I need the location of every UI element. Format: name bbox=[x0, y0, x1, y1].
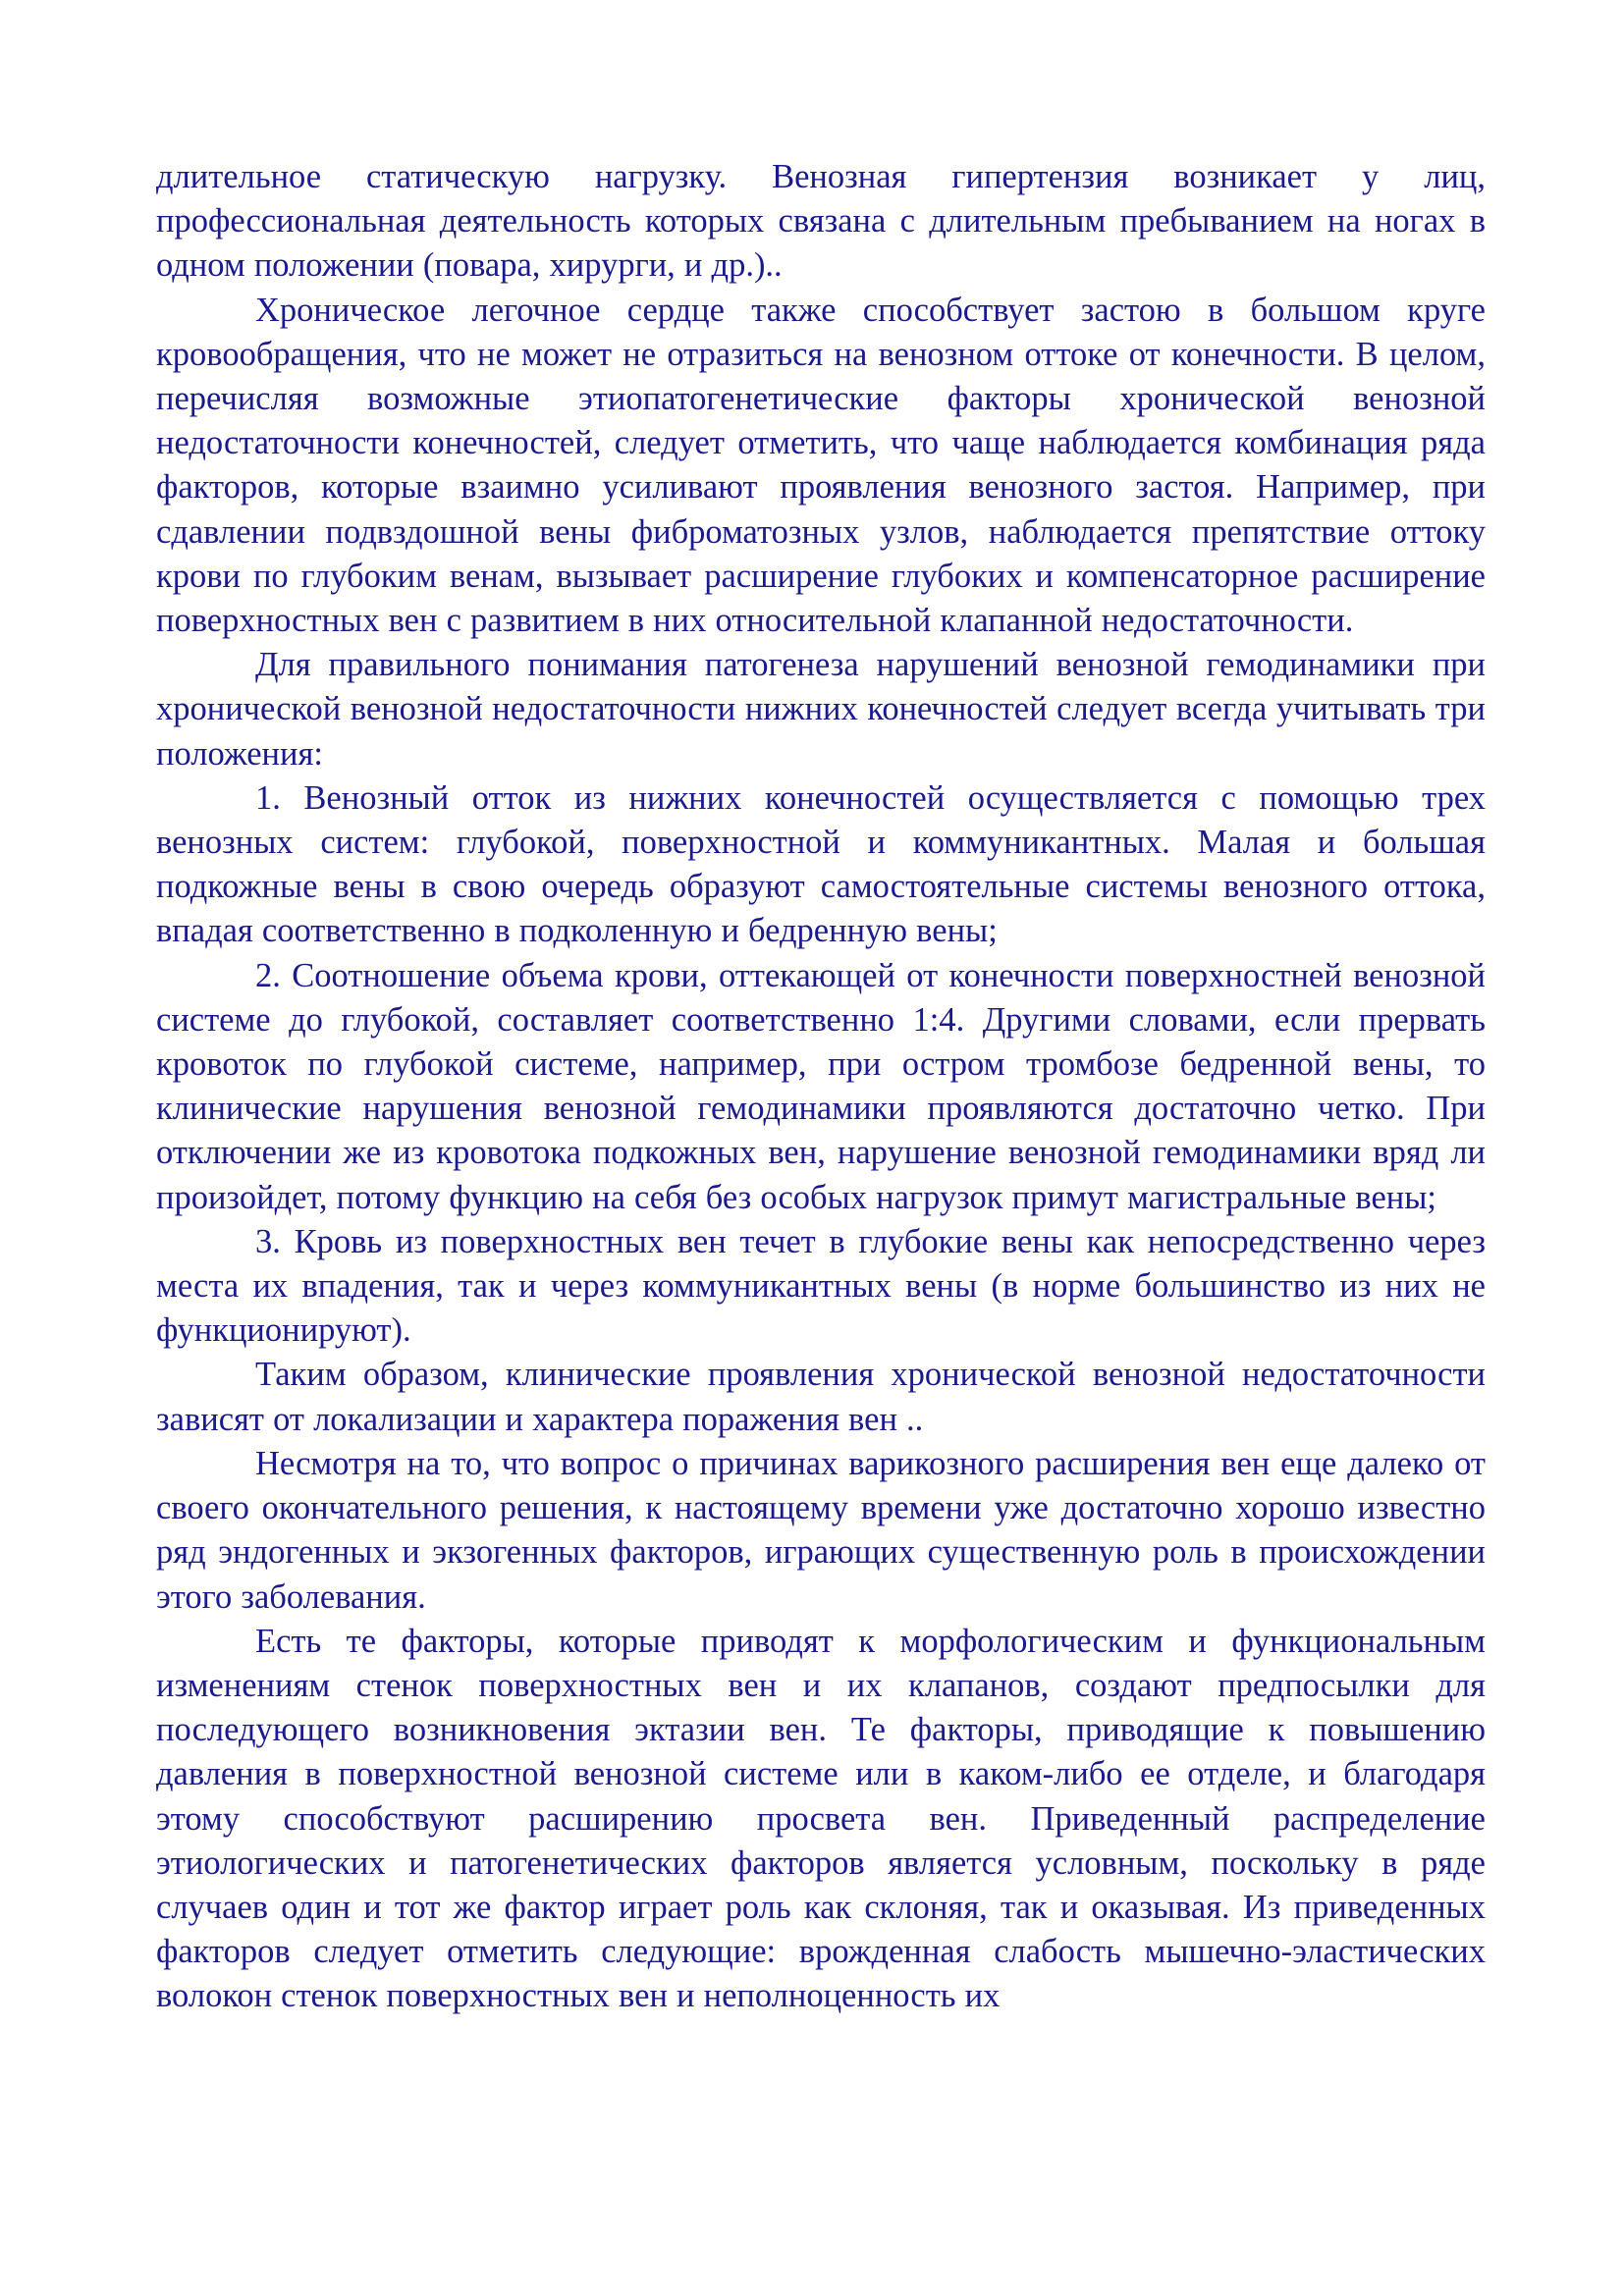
document-page bbox=[156, 155, 1486, 2019]
list-item-1: 1. Венозный отток из нижних конечностей осуществляется с помощью трех венозных систем: глубокой, поверхностной и коммуникантных. Малая и большая подкожные вены в свою очередь образуют самостоятельные системы венозного оттока, впадая соответственно в подколенную и бедренную вены; bbox=[156, 778, 1486, 950]
paragraph-pathogenesis-intro: Для правильного понимания патогенеза нарушений венозной гемодинамики при хронической венозной недостаточности нижних конечностей следует всегда учитывать три положения: bbox=[156, 646, 1486, 773]
list-item-2: 2. Соотношение объема крови, оттекающей от конечности поверхностней венозной системе до глубокой, составляет соответственно 1:4. Другими словами, если прервать кровоток по глубокой системе, например, при остром тромбозе бедренной вены, то клинические нарушения венозной гемодинамики проявляются достаточно четко. При отключении же из кровотока подкожных вен, нарушение венозной гемодинамики вряд ли произойдет, потому функцию на себя без особых нагрузок примут магистральные вены; bbox=[156, 956, 1486, 1216]
paragraph-factors: Есть те факторы, которые приводят к морфологическим и функциональным изменениям стенок поверхностных вен и их клапанов, создают предпосылки для последующего возникновения эктазии вен. Те факторы, приводящие к повышению давления в поверхностной венозной системе или в каком-либо ее отделе, и благодаря этому способствуют расширению просвета вен. Приведенный распределение этиологических и патогенетических факторов является условным, поскольку в ряде случаев один и тот же фактор играет роль как склоняя, так и оказывая. Из приведенных факторов следует отметить следующие: врожденная слабость мышечно-эластических волокон стенок поверхностных вен и неполноценность их bbox=[156, 1622, 1486, 2015]
paragraph-continuation: длительное статическую нагрузку. Венозная гипертензия возникает у лиц, профессиональная деятельность которых связана с длительным пребыванием на ногах в одном положении (повара, хирурги, и др.).. bbox=[156, 158, 1486, 285]
paragraph-varicose-causes: Несмотря на то, что вопрос о причинах варикозного расширения вен еще далеко от своего окончательного решения, к настоящему времени уже достаточно хорошо известно ряд эндогенных и экзогенных факторов, играющих существенную роль в происхождении этого заболевания. bbox=[156, 1444, 1486, 1616]
paragraph-pulmonary-heart: Хроническое легочное сердце также способствует застою в большом круге кровообращения, что не может не отразиться на венозном оттоке от конечности. В целом, перечисляя возможные этиопатогенетические факторы хронической венозной недостаточности конечностей, следует отметить, что чаще наблюдается комбинация ряда факторов, которые взаимно усиливают проявления венозного застоя. Например, при сдавлении подвздошной вены фиброматозных узлов, наблюдается препятствие оттоку крови по глубоким венам, вызывает расширение глубоких и компенсаторное расширение поверхностных вен с развитием в них относительной клапанной недостаточности. bbox=[156, 291, 1486, 640]
paragraph-conclusion: Таким образом, клинические проявления хронической венозной недостаточности зависят от локализации и характера поражения вен .. bbox=[156, 1356, 1486, 1438]
list-item-3: 3. Кровь из поверхностных вен течет в глубокие вены как непосредственно через места их впадения, так и через коммуникантных вены (в норме большинство из них не функционируют). bbox=[156, 1222, 1486, 1350]
